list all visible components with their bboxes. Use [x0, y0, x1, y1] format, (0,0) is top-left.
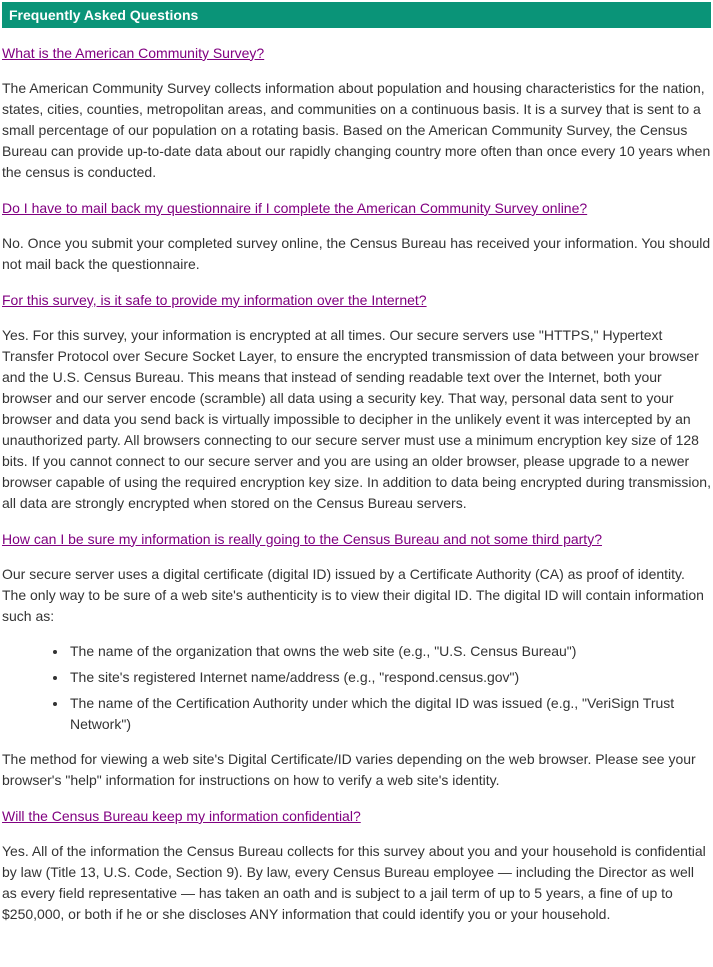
question-link-third-party[interactable]: How can I be sure my information is really going to the Census Bureau and not some third party? [2, 530, 602, 547]
digital-id-list-item-1: • The name of the organization that owns the web site (e.g., "U.S. Census Bureau") [68, 641, 711, 662]
question-link-confidential[interactable]: Will the Census Bureau keep my information confidential? [2, 807, 361, 824]
question-link-what-is-acs[interactable]: What is the American Community Survey? [2, 44, 265, 61]
faq-answer-5: Yes. All of the information the Census Bureau collects for this survey about you and your household is confidential by law (Title 13, U.S. Code, Section 9). By law, every Census Bureau employee — including the Director as well as every field representative — has taken an oath and is subject to a jail term of up to 5 years, a fine of up to $250,000, or both if he or she discloses ANY information that could identify you or your household. [2, 842, 706, 922]
digital-id-list-item-3: • The name of the Certification Authority under which the digital ID was issued (e.g., "VeriSign Trust Network") [68, 693, 711, 735]
faq-answer-4-intro: Our secure server uses a digital certificate (digital ID) issued by a Certificate Authority (CA) as proof of identity. The only way to be sure of a web site's authenticity is to view their digital ID. The digital ID will contain information such as: [2, 565, 704, 624]
question-link-mail-back[interactable]: Do I have to mail back my questionnaire if I complete the American Community Survey online? [2, 199, 588, 216]
faq-question-5 [2, 806, 711, 827]
faq-answer-1: The American Community Survey collects information about population and housing characteristics for the nation, states, cities, counties, metropolitan areas, and communities on a continuous basis. It is a survey that is sent to a small percentage of our population on a rotating basis. Based on the American Community Survey, the Census Bureau can provide up-to-date data about our rapidly changing country more often than once every 10 years when the census is conducted. [2, 79, 711, 180]
faq-content [2, 43, 711, 925]
faq-answer-4-outro: The method for viewing a web site's Digital Certificate/ID varies depending on the web browser. Please see your browser's "help" information for instructions on how to verify a web site's identity. [2, 750, 696, 788]
faq-question-3 [2, 290, 711, 311]
faq-question-1 [2, 43, 711, 64]
page-title: Frequently Asked Questions [9, 7, 199, 23]
digital-id-list-item-2: • The site's registered Internet name/address (e.g., "respond.census.gov") [68, 667, 711, 688]
page-header [2, 2, 711, 28]
faq-question-2 [2, 198, 711, 219]
faq-answer-2: No. Once you submit your completed survey online, the Census Bureau has received your information. You should not mail back the questionnaire. [2, 234, 711, 272]
faq-answer-3: Yes. For this survey, your information is encrypted at all times. Our secure servers use "HTTPS," Hypertext Transfer Protocol over Secure Socket Layer, to ensure the encrypted transmission of data between your browser and the U.S. Census Bureau. This means that instead of sending readable text over the Internet, both your browser and our server encode (scramble) all data using a security key. That way, personal data sent to your browser and data you send back is virtually impossible to decipher in the unlikely event it was intercepted by an unauthorized party. All browsers connecting to our secure server must use a minimum encryption key size of 128 bits. If you cannot connect to our secure server and you are using an older browser, please upgrade to a newer browser capable of using the required encryption key size. In addition to data being encrypted during transmission, all data are strongly encrypted when stored on the Census Bureau servers. [2, 326, 711, 511]
digital-id-list [2, 641, 711, 735]
question-link-internet-safety[interactable]: For this survey, is it safe to provide my information over the Internet? [2, 291, 427, 308]
faq-question-4 [2, 529, 711, 550]
